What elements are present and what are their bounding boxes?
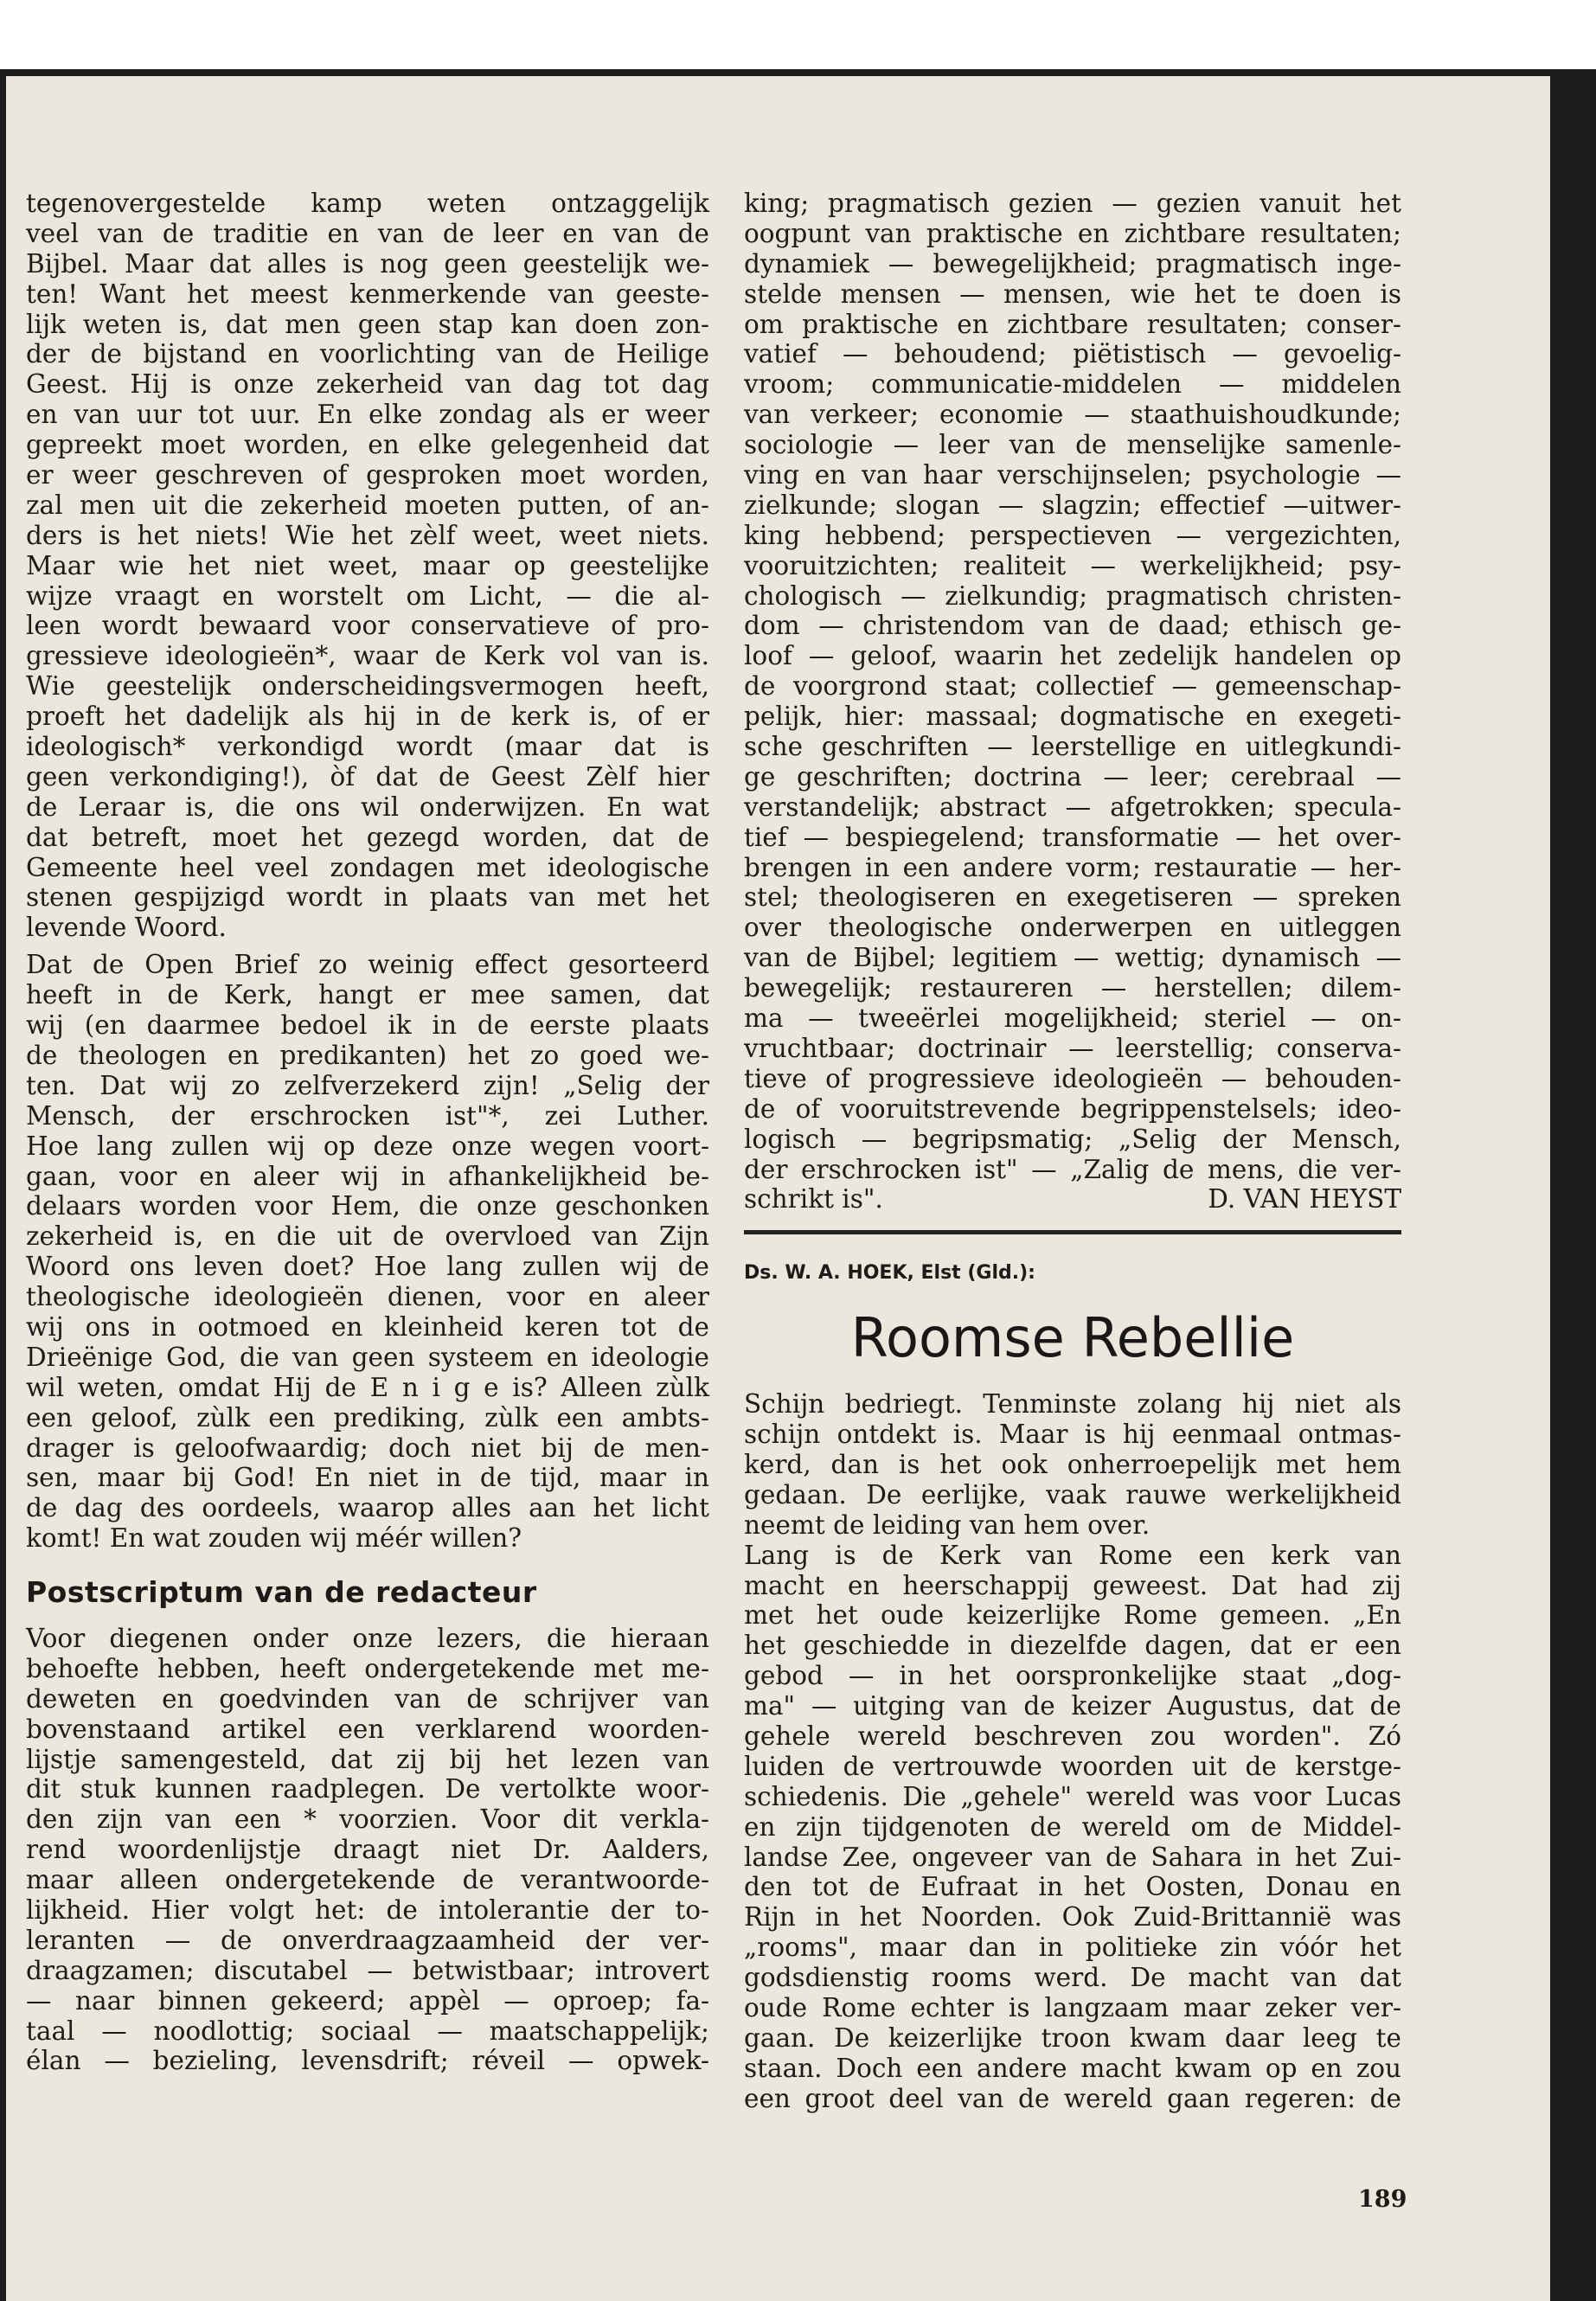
text-line: dat betreft, moet het gezegd worden, dat de	[26, 822, 709, 852]
text-line: „rooms", maar dan in politieke zin vóór het	[744, 1932, 1401, 1963]
section-divider	[744, 1230, 1401, 1234]
text-line: Maar wie het niet weet, maar op geestelijke	[26, 550, 709, 580]
text-line: dit stuk kunnen raadplegen. De vertolkte woor-	[26, 1774, 709, 1804]
article-paragraph-1	[744, 1389, 1401, 1510]
glossary-signature-line	[744, 1184, 1401, 1215]
text-line: ving en van haar verschijnselen; psychologie —	[744, 460, 1401, 490]
text-line: Gemeente heel veel zondagen met ideologische	[26, 852, 709, 882]
top-margin	[0, 0, 1596, 69]
text-line: ma — tweeërlei mogelijkheid; steriel — on-	[744, 1003, 1401, 1034]
text-line: taal — noodlottig; sociaal — maatschappelijk;	[26, 2016, 709, 2046]
text-line: chologisch — zielkundig; pragmatisch christen-	[744, 580, 1401, 611]
text-line: lijkheid. Hier volgt het: de intolerantie der to-	[26, 1895, 709, 1925]
text-line: drager is geloofwaardig; doch niet bij de men-	[26, 1433, 709, 1463]
text-line: oogpunt van praktische en zichtbare resultaten;	[744, 218, 1401, 248]
text-line: draagzamen; discutabel — betwistbaar; introvert	[26, 1955, 709, 1985]
text-line: Bijbel. Maar dat alles is nog geen geestelijk we-	[26, 248, 709, 279]
text-line: vroom; communicatie-middelen — middelen	[744, 369, 1401, 400]
text-line: een groot deel van de wereld gaan regeren: de	[744, 2083, 1401, 2113]
text-line: dynamiek — bewegelijkheid; pragmatisch inge-	[744, 248, 1401, 279]
text-line: levende Woord.	[26, 913, 227, 943]
left-column	[26, 189, 709, 2076]
text-line: wij (en daarmee bedoel ik in de eerste plaats	[26, 1010, 709, 1041]
author-byline: Ds. W. A. HOEK, Elst (Gld.):	[744, 1262, 1035, 1285]
text-line: de dag des oordeels, waarop alles aan het licht	[26, 1493, 709, 1523]
text-line: veel van de traditie en van de leer en van de	[26, 218, 709, 248]
text-line: gepreekt moet worden, en elke gelegenheid dat	[26, 430, 709, 460]
article-title: Roomse Rebellie	[850, 1306, 1295, 1370]
scan-top-edge	[0, 69, 1596, 76]
text-line: Wie geestelijk onderscheidingsvermogen heeft,	[26, 671, 709, 702]
text-line: oude Rome echter is langzaam maar zeker ver-	[744, 1993, 1401, 2022]
text-line: over theologische onderwerpen en uitleggen	[744, 913, 1401, 943]
text-line: verstandelijk; abstract — afgetrokken; specula-	[744, 792, 1401, 822]
text-line: rend woordenlijstje draagt niet Dr. Aalders,	[26, 1835, 709, 1865]
text-line: vatief — behoudend; piëtistisch — gevoelig-	[744, 339, 1401, 369]
text-line: zal men uit die zekerheid moeten putten, of an-	[26, 490, 709, 520]
postscript-heading: Postscriptum van de redacteur	[26, 1575, 537, 1610]
text-line: ten! Want het meest kenmerkende van geeste-	[26, 279, 709, 309]
text-line: Mensch, der erschrocken ist"*, zei Luther.	[26, 1100, 709, 1131]
text-line: kerd, dan is het ook onherroepelijk met hem	[744, 1449, 1401, 1479]
text-line: gebod — in het oorspronkelijke staat „dog-	[744, 1661, 1401, 1691]
text-line: élan — bezieling, levensdrift; réveil — opwek-	[26, 2046, 709, 2076]
paragraph-open-letter	[26, 189, 709, 943]
text-line: logisch — begripsmatig; „Selig der Mensch,	[744, 1124, 1401, 1154]
text-line: leen wordt bewaard voor conservatieve of pro-	[26, 611, 709, 641]
text-line: van verkeer; economie — staathuishoudkunde;	[744, 400, 1401, 430]
text-line: brengen in een andere vorm; restauratie — her-	[744, 852, 1401, 882]
text-line: stel; theologiseren en exegetiseren — spreken	[744, 882, 1401, 913]
text-line: deweten en goedvinden van de schrijver van	[26, 1683, 709, 1714]
text-line: vooruitzichten; realiteit — werkelijkheid; psy-	[744, 550, 1401, 580]
text-line: gaan, voor en aleer wij in afhankelijkheid be-	[26, 1161, 709, 1191]
text-line: der erschrocken ist" — „Zalig de mens, die ver-	[744, 1154, 1401, 1184]
scan-right-edge	[1550, 69, 1596, 2301]
text-line: king; pragmatisch gezien — gezien vanuit het	[744, 189, 1401, 218]
text-line: lijstje samengesteld, dat zij bij het lezen van	[26, 1744, 709, 1774]
page-number: 189	[1358, 2186, 1407, 2213]
text-line: en zijn tijdgenoten de wereld om de Middel-	[744, 1811, 1401, 1842]
glossary-last-line: schrikt is".	[744, 1184, 883, 1215]
text-line: sociologie — leer van de menselijke samenle-	[744, 430, 1401, 460]
right-column	[744, 189, 1401, 2114]
text-line: sen, maar bij God! En niet in de tijd, maar in	[26, 1463, 709, 1493]
text-line: Lang is de Kerk van Rome een kerk van	[744, 1540, 1401, 1570]
text-line: Voor diegenen onder onze lezers, die hieraan	[26, 1623, 709, 1653]
text-line: om praktische en zichtbare resultaten; conser-	[744, 309, 1401, 339]
article-paragraph-1-last-line: neemt de leiding van hem over.	[744, 1509, 1151, 1540]
text-line: zekerheid is, en die uit de overvloed van Zijn	[26, 1221, 709, 1252]
text-line: staan. Doch een andere macht kwam op en zou	[744, 2053, 1401, 2083]
text-line: ideologisch* verkondigd wordt (maar dat is	[26, 732, 709, 762]
text-line: landse Zee, ongeveer van de Sahara in het Zui-	[744, 1842, 1401, 1872]
text-line: er weer geschreven of gesproken moet worden,	[26, 460, 709, 490]
text-line: loof — geloof, waarin het zedelijk handelen op	[744, 641, 1401, 671]
text-line: macht en heerschappij geweest. Dat had zij	[744, 1570, 1401, 1600]
text-line: pelijk, hier: massaal; dogmatische en exegeti-	[744, 702, 1401, 732]
text-line: godsdienstig rooms werd. De macht van dat	[744, 1963, 1401, 1993]
article-paragraph-2	[744, 1541, 1401, 2114]
text-line: geen verkondiging!), òf dat de Geest Zèlf hier	[26, 761, 709, 792]
signature: D. VAN HEYST	[1208, 1184, 1401, 1215]
text-line: bewegelijk; restaureren — herstellen; dilem-	[744, 973, 1401, 1003]
text-line: schiedenis. Die „gehele" wereld was voor Lucas	[744, 1781, 1401, 1811]
text-line: king hebbend; perspectieven — vergezichten,	[744, 520, 1401, 550]
text-line: den tot de Eufraat in het Oosten, Donau en	[744, 1872, 1401, 1902]
scan-left-edge	[0, 69, 6, 2301]
text-line: ma" — uitging van de keizer Augustus, dat de	[744, 1691, 1401, 1721]
text-line: Rijn in het Noorden. Ook Zuid-Brittannië was	[744, 1902, 1401, 1932]
text-line: Schijn bedriegt. Tenminste zolang hij niet als	[744, 1389, 1401, 1420]
text-line: van de Bijbel; legitiem — wettig; dynamisch —	[744, 943, 1401, 973]
text-line: Geest. Hij is onze zekerheid van dag tot dag	[26, 369, 709, 400]
text-line: de of vooruitstrevende begrippenstelsels; ideo-	[744, 1093, 1401, 1124]
text-line: vruchtbaar; doctrinair — leerstellig; conserva-	[744, 1033, 1401, 1063]
text-line: — naar binnen gekeerd; appèl — oproep; fa-	[26, 1985, 709, 2016]
text-line: wij ons in ootmoed en kleinheid keren tot de	[26, 1311, 709, 1342]
text-line: stenen gespijzigd wordt in plaats van met het	[26, 882, 709, 913]
text-line: heeft in de Kerk, hangt er mee samen, dat	[26, 980, 709, 1010]
text-line: en van uur tot uur. En elke zondag als er weer	[26, 400, 709, 430]
text-line: zielkunde; slogan — slagzin; effectief —uitwer-	[744, 490, 1401, 520]
text-line: lijk weten is, dat men geen stap kan doen zon-	[26, 309, 709, 339]
text-line: Drieënige God, die van geen systeem en ideologie	[26, 1342, 709, 1372]
text-line: behoefte hebben, heeft ondergetekende met me-	[26, 1653, 709, 1683]
text-line: gedaan. De eerlijke, vaak rauwe werkelijkheid	[744, 1479, 1401, 1509]
text-line: ge geschriften; doctrina — leer; cerebraal —	[744, 761, 1401, 792]
text-line: gehele wereld beschreven zou worden". Zó	[744, 1721, 1401, 1751]
text-line: de Leraar is, die ons wil onderwijzen. En wat	[26, 792, 709, 822]
text-line: dom — christendom van de daad; ethisch ge-	[744, 611, 1401, 641]
text-line: stelde mensen — mensen, wie het te doen is	[744, 279, 1401, 309]
text-line: wil weten, omdat Hij de E n i g e is? Alleen zùlk	[26, 1372, 709, 1402]
text-line: leranten — de onverdraagzaamheid der ver-	[26, 1925, 709, 1955]
paragraph-selig-der-mensch	[26, 950, 709, 1554]
text-line: Woord ons leven doet? Hoe lang zullen wij de	[26, 1252, 709, 1282]
text-line: een geloof, zùlk een prediking, zùlk een ambts-	[26, 1402, 709, 1433]
text-line: het geschiedde in diezelfde dagen, dat er een	[744, 1631, 1401, 1661]
text-line: bovenstaand artikel een verklarend woorden-	[26, 1714, 709, 1744]
text-line: ders is het niets! Wie het zèlf weet, weet niets.	[26, 520, 709, 550]
text-line: Hoe lang zullen wij op deze onze wegen voort-	[26, 1131, 709, 1161]
text-line: proeft het dadelijk als hij in de kerk is, of er	[26, 702, 709, 732]
text-line: komt! En wat zouden wij méér willen?	[26, 1523, 522, 1554]
text-line: de voorgrond staat; collectief — gemeenschap-	[744, 671, 1401, 702]
text-line: tief — bespiegelend; transformatie — het over-	[744, 822, 1401, 852]
text-line: den zijn van een * voorzien. Voor dit verkla-	[26, 1804, 709, 1835]
text-line: de theologen en predikanten) het zo goed we-	[26, 1040, 709, 1070]
text-line: theologische ideologieën dienen, voor en aleer	[26, 1282, 709, 1312]
text-line: delaars worden voor Hem, die onze geschonken	[26, 1191, 709, 1221]
text-line: Dat de Open Brief zo weinig effect gesorteerd	[26, 950, 709, 980]
text-line: ten. Dat wij zo zelfverzekerd zijn! „Selig der	[26, 1070, 709, 1100]
text-line: gaan. De keizerlijke troon kwam daar leeg te	[744, 2022, 1401, 2053]
text-line: tegenovergestelde kamp weten ontzaggelijk	[26, 189, 709, 218]
text-line: tieve of progressieve ideologieën — behouden-	[744, 1063, 1401, 1093]
text-line: sche geschriften — leerstellige en uitlegkundi-	[744, 732, 1401, 762]
text-line: schijn ontdekt is. Maar is hij eenmaal ontmas-	[744, 1420, 1401, 1450]
text-line: der de bijstand en voorlichting van de Heilige	[26, 339, 709, 369]
text-line: luiden de vertrouwde woorden uit de kerstge-	[744, 1751, 1401, 1781]
text-line: gressieve ideologieën*, waar de Kerk vol van is.	[26, 641, 709, 671]
glossary-continued	[744, 189, 1401, 1184]
text-line: maar alleen ondergetekende de verantwoorde-	[26, 1865, 709, 1895]
postscript-text	[26, 1624, 709, 2076]
text-line: met het oude keizerlijke Rome gemeen. „En	[744, 1600, 1401, 1631]
text-line: wijze vraagt en worstelt om Licht, — die al-	[26, 580, 709, 611]
